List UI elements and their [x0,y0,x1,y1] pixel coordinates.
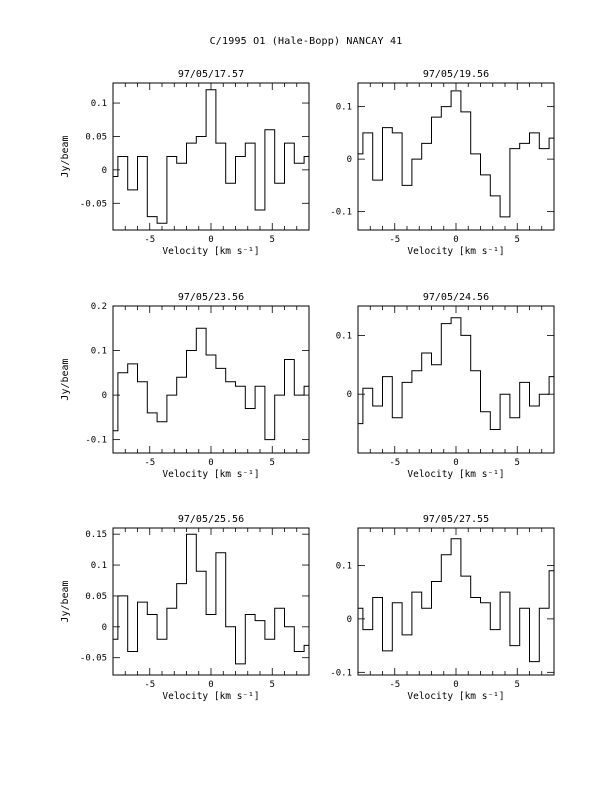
panel-1-spectrum-line [113,90,309,224]
panel-5-xlabel: Velocity [km s⁻¹] [162,691,260,702]
panel-6-xtick-label: -5 [389,680,401,690]
panel-5-xtick-label: 5 [269,680,275,690]
panel-3-ylabel: Jy/beam [60,358,71,401]
panel-2-ytick-label: -0.1 [330,207,352,218]
panel-2-title: 97/05/19.56 [422,69,490,80]
panel-4-xtick-label: 5 [514,458,520,468]
panel-6-xtick-label: 0 [453,680,459,690]
panel-1-xtick-label: 0 [208,235,214,245]
panel-1-ytick-label: -0.05 [79,199,107,210]
panel-6-ytick-label: 0.1 [335,561,352,572]
panel-1-ytick-label: 0 [101,165,107,176]
panel-3-xlabel: Velocity [km s⁻¹] [162,469,260,480]
panel-4-xtick-label: -5 [389,458,401,468]
panel-3-ytick-label: 0.2 [90,302,107,312]
panel-5-ylabel: Jy/beam [60,580,71,623]
panel-5-ytick-label: 0.05 [85,591,107,602]
panel-2-spectrum-line [358,91,554,217]
panel-3-ytick-label: 0 [101,391,107,402]
panel-6-ytick-label: -0.1 [330,668,352,679]
panel-2-xtick-label: 5 [514,235,520,245]
panel-1-xtick-label: 5 [269,235,275,245]
panel-3-xtick-label: 0 [208,458,214,468]
panel-5-ytick-label: 0 [101,622,107,633]
panel-4-xtick-label: 0 [453,458,459,468]
panel-3-spectrum-line [113,328,309,439]
panel-1-title: 97/05/17.57 [177,69,245,80]
panel-3-frame [113,306,309,453]
panel-5-xtick-label: 0 [208,680,214,690]
panel-5-ytick-label: 0.1 [90,561,107,572]
panel-2-xtick-label: -5 [389,235,401,245]
panel-5-xtick-label: -5 [144,680,156,690]
panel-5-spectrum-line [113,534,309,664]
panel-5-ytick-label: -0.05 [79,653,107,664]
panel-1-xlabel: Velocity [km s⁻¹] [162,246,260,257]
panel-4-frame [358,306,554,453]
panel-4-spectrum-line [358,318,554,430]
panel-1-ylabel: Jy/beam [60,135,71,178]
panel-5-frame [113,528,309,675]
panel-2-xlabel: Velocity [km s⁻¹] [407,246,505,257]
panel-4-xlabel: Velocity [km s⁻¹] [407,469,505,480]
panel-1-ytick-label: 0.05 [85,132,107,143]
panel-3-xtick-label: 5 [269,458,275,468]
panel-3-ytick-label: -0.1 [85,435,107,446]
panel-6-xtick-label: 5 [514,680,520,690]
panel-2-ytick-label: 0 [346,155,352,166]
panel-6-spectrum-line [358,539,554,662]
panel-2-xtick-label: 0 [453,235,459,245]
panel-3-ytick-label: 0.1 [90,346,107,357]
panel-1-ytick-label: 0.1 [90,99,107,110]
panel-2-ytick-label: 0.1 [335,102,352,113]
panel-6-frame [358,528,554,675]
panel-6-ytick-label: 0 [346,614,352,625]
panel-5-ytick-label: 0.15 [85,530,107,541]
panel-3-title: 97/05/23.56 [177,292,245,303]
panel-6-title: 97/05/27.55 [422,514,490,525]
panel-3-xtick-label: -5 [144,458,156,468]
page-title: C/1995 O1 (Hale-Bopp) NANCAY 41 [209,36,403,47]
panel-5-title: 97/05/25.56 [177,514,245,525]
panel-1-xtick-label: -5 [144,235,156,245]
panel-4-ytick-label: 0 [346,390,352,401]
panel-2-frame [358,83,554,230]
panel-6-xlabel: Velocity [km s⁻¹] [407,691,505,702]
panel-4-ytick-label: 0.1 [335,331,352,342]
panel-4-title: 97/05/24.56 [422,292,490,303]
